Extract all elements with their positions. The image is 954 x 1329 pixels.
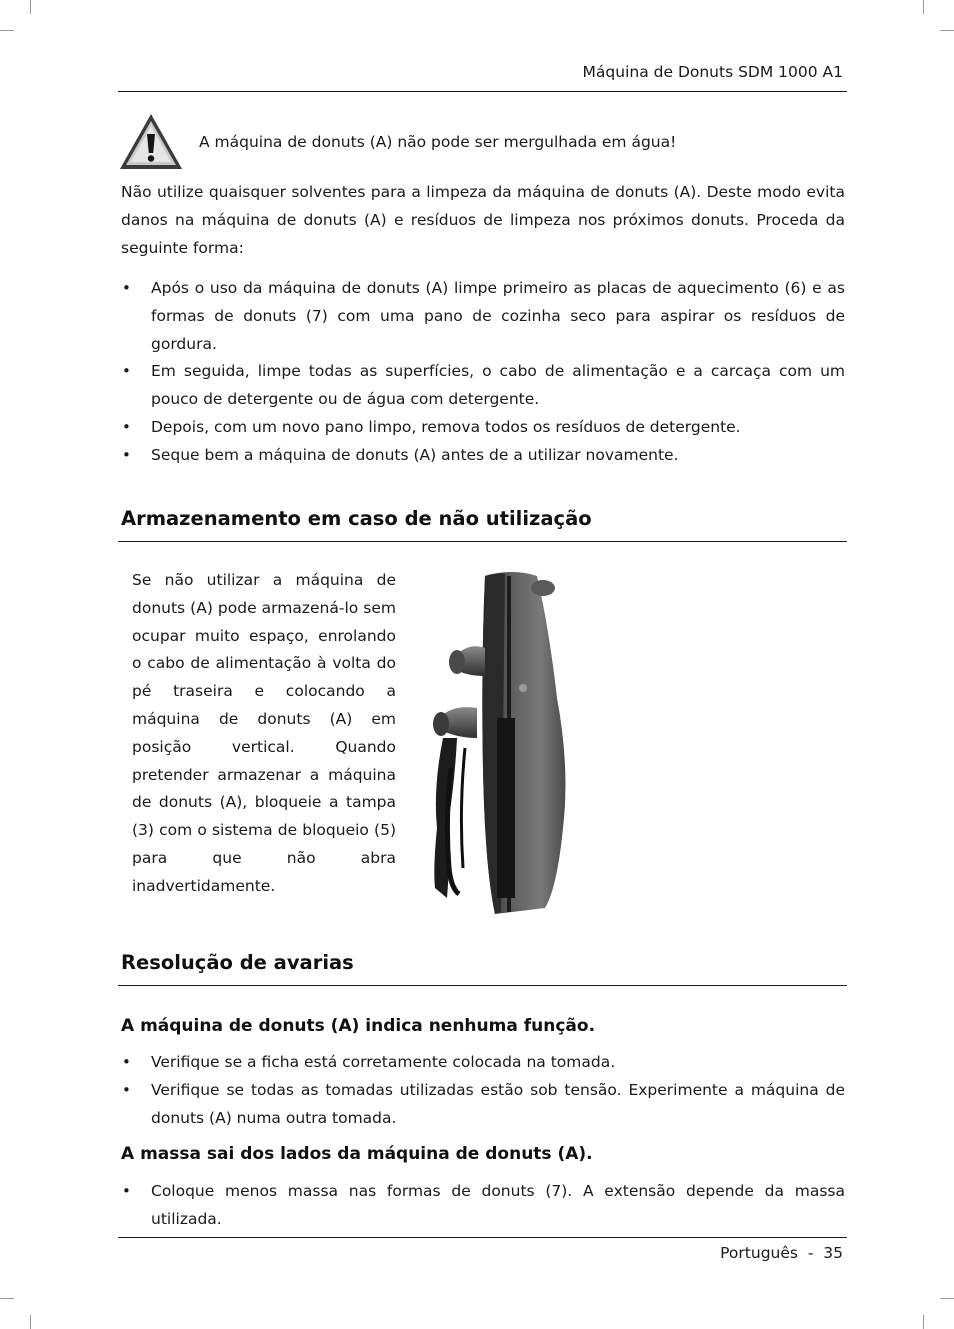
list-item: • Depois, com um novo pano limpo, remova todos os resíduos de detergente. [121, 414, 845, 442]
cleaning-steps [121, 275, 845, 470]
problem-title: A massa sai dos lados da máquina de donuts (A). [121, 1144, 593, 1164]
crop-mark [0, 30, 14, 31]
footer-rule [118, 1237, 847, 1238]
problem-solutions [121, 1178, 845, 1234]
list-item: • Coloque menos massa nas formas de donuts (7). A extensão depende da massa utilizada. [121, 1178, 845, 1234]
section-rule [118, 541, 847, 542]
list-item: • Seque bem a máquina de donuts (A) antes de a utilizar novamente. [121, 442, 845, 470]
storage-text: Se não utilizar a máquina de donuts (A) pode armazená-lo sem ocupar muito espaço, enrolando o cabo de alimentação à volta do pé traseira e colocando a máquina de donuts (A) em posição vertical. Quando pretender armazenar a máquina de donuts (A), bloqueie a tampa (3) com o sistema de bloqueio (5) para que não abra inadvertidamente. [132, 571, 396, 895]
list-item: • Em seguida, limpe todas as superfícies, o cabo de alimentação e a carcaça com um pouco de detergente ou de água com detergente. [121, 358, 845, 414]
troubleshooting-heading: Resolução de avarias [121, 951, 354, 974]
header-rule [118, 91, 847, 92]
crop-mark [940, 1298, 954, 1299]
crop-mark [940, 30, 954, 31]
crop-mark [0, 1298, 14, 1299]
problem-title: A máquina de donuts (A) indica nenhuma função. [121, 1016, 596, 1036]
storage-heading: Armazenamento em caso de não utilização [121, 507, 592, 530]
warning-text: A máquina de donuts (A) não pode ser mergulhada em água! [199, 133, 677, 151]
list-item: • Verifique se todas as tomadas utilizadas estão sob tensão. Experimente a máquina de donuts (A) numa outra tomada. [121, 1077, 845, 1133]
crop-mark [30, 0, 31, 14]
list-item: • Após o uso da máquina de donuts (A) limpe primeiro as placas de aquecimento (6) e as formas de donuts (7) com uma pano de cozinha seco para aspirar os resíduos de gordura. [121, 275, 845, 358]
problem-solutions [121, 1049, 845, 1132]
crop-mark [30, 1315, 31, 1329]
section-rule [118, 985, 847, 986]
page-footer: Português - 35 [720, 1244, 843, 1262]
warning-triangle-icon [118, 112, 184, 172]
crop-mark [923, 0, 924, 14]
crop-mark [923, 1315, 924, 1329]
list-item: • Verifique se a ficha está corretamente colocada na tomada. [121, 1049, 845, 1077]
running-header: Máquina de Donuts SDM 1000 A1 [582, 63, 843, 81]
cleaning-intro: Não utilize quaisquer solventes para a limpeza da máquina de donuts (A). Deste modo evita danos na máquina de donuts (A) e resíduos de limpeza nos próximos donuts. Proceda da seguinte forma: [121, 183, 845, 257]
donut-maker-photo [425, 568, 575, 916]
